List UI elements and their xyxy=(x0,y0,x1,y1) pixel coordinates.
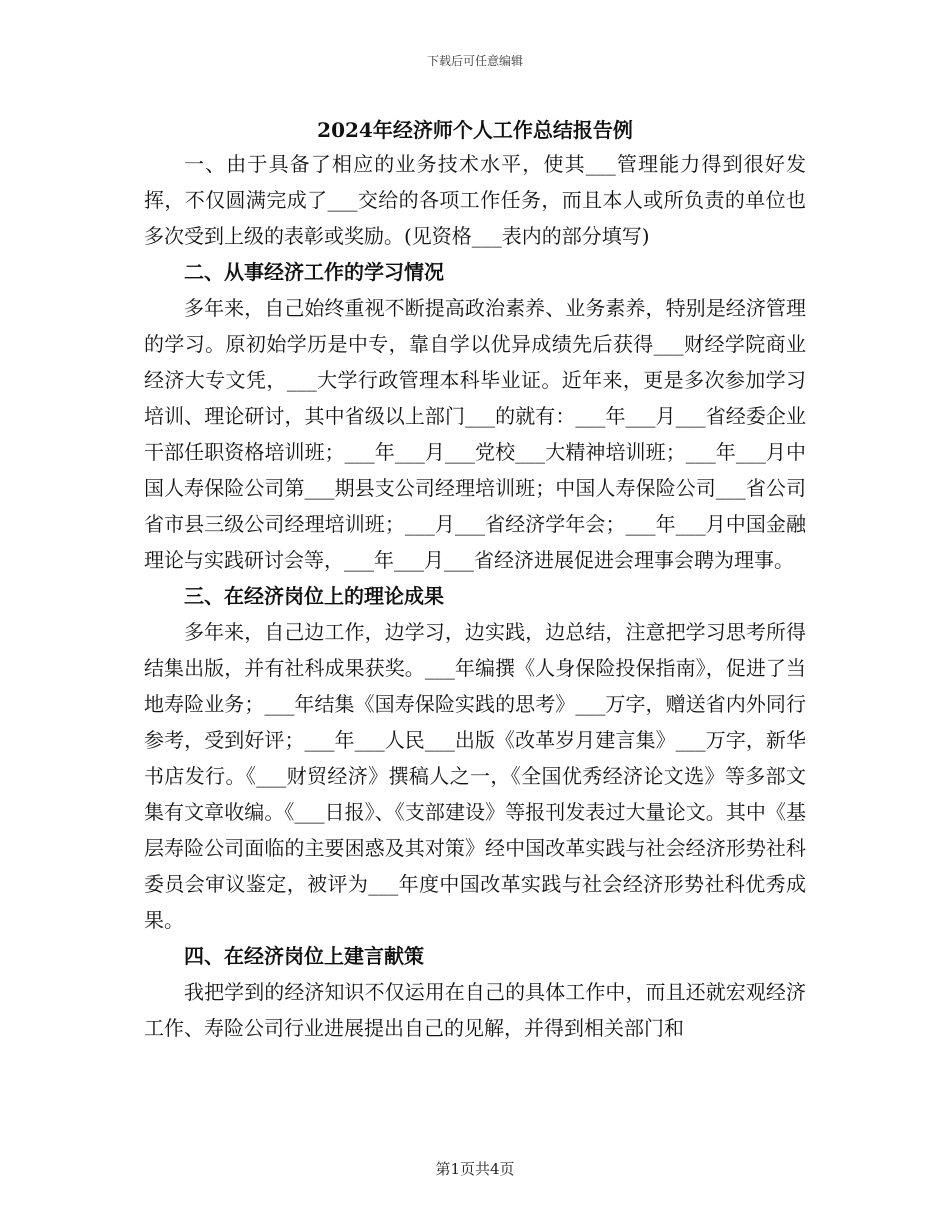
paragraph-4: 我把学到的经济知识不仅运用在自己的具体工作中，而且还就宏观经济工作、寿险公司行业进展提出自己的见解，并得到相关部门和 xyxy=(144,980,806,1040)
section-heading-3: 三、在经济岗位上的理论成果 xyxy=(184,584,444,608)
page-header-note: 下载后可任意编辑 xyxy=(426,54,523,68)
paragraph-2: 多年来，自己始终重视不断提高政治素养、业务素养，特别是经济管理的学习。原初始学历是中专，靠自学以优异成绩先后获得___财经学院商业经济大专文凭，___大学行政管理本科毕业证。近年来，更是多次参加学习培训、理论研讨，其中省级以上部门___的就有：___年___月___省经委企业干部任职资格培训班；___年___月___党校___大精神培训班；___年___月中国人寿保险公司第___期县支公司经理培训班；中国人寿保险公司___省公司省市县三级公司经理培训班；___月___省经济学年会；___年___月中国金融理论与实践研讨会等，___年___月___省经济进展促进会理事会聘为理事。 xyxy=(144,296,806,572)
page-footer-number: 第1页共4页 xyxy=(435,1160,515,1178)
section-heading-4: 四、在经济岗位上建言献策 xyxy=(184,944,424,968)
section-heading-2: 二、从事经济工作的学习情况 xyxy=(184,260,444,284)
paragraph-3: 多年来，自己边工作，边学习，边实践，边总结，注意把学习思考所得结集出版，并有社科成果获奖。___年编撰《人身保险投保指南》，促进了当地寿险业务；___年结集《国寿保险实践的思考》___万字，赠送省内外同行参考，受到好评；___年___人民___出版《改革岁月建言集》___万字，新华书店发行。《___财贸经济》撰稿人之一，《全国优秀经济论文选》等多部文集有文章收编。《___日报》、《支部建设》等报刊发表过大量论文。其中《基层寿险公司面临的主要困惑及其对策》经中国改革实践与社会经济形势社科委员会审议鉴定，被评为___年度中国改革实践与社会经济形势社科优秀成果。 xyxy=(144,620,806,932)
document-title: 2024年经济师个人工作总结报告例 xyxy=(317,118,633,142)
paragraph-1: 一、由于具备了相应的业务技术水平，使其___管理能力得到很好发挥，不仅圆满完成了___交给的各项工作任务，而且本人或所负责的单位也多次受到上级的表彰或奖励。(见资格___表内的部分填写) xyxy=(144,152,806,248)
document-body xyxy=(144,146,806,1046)
